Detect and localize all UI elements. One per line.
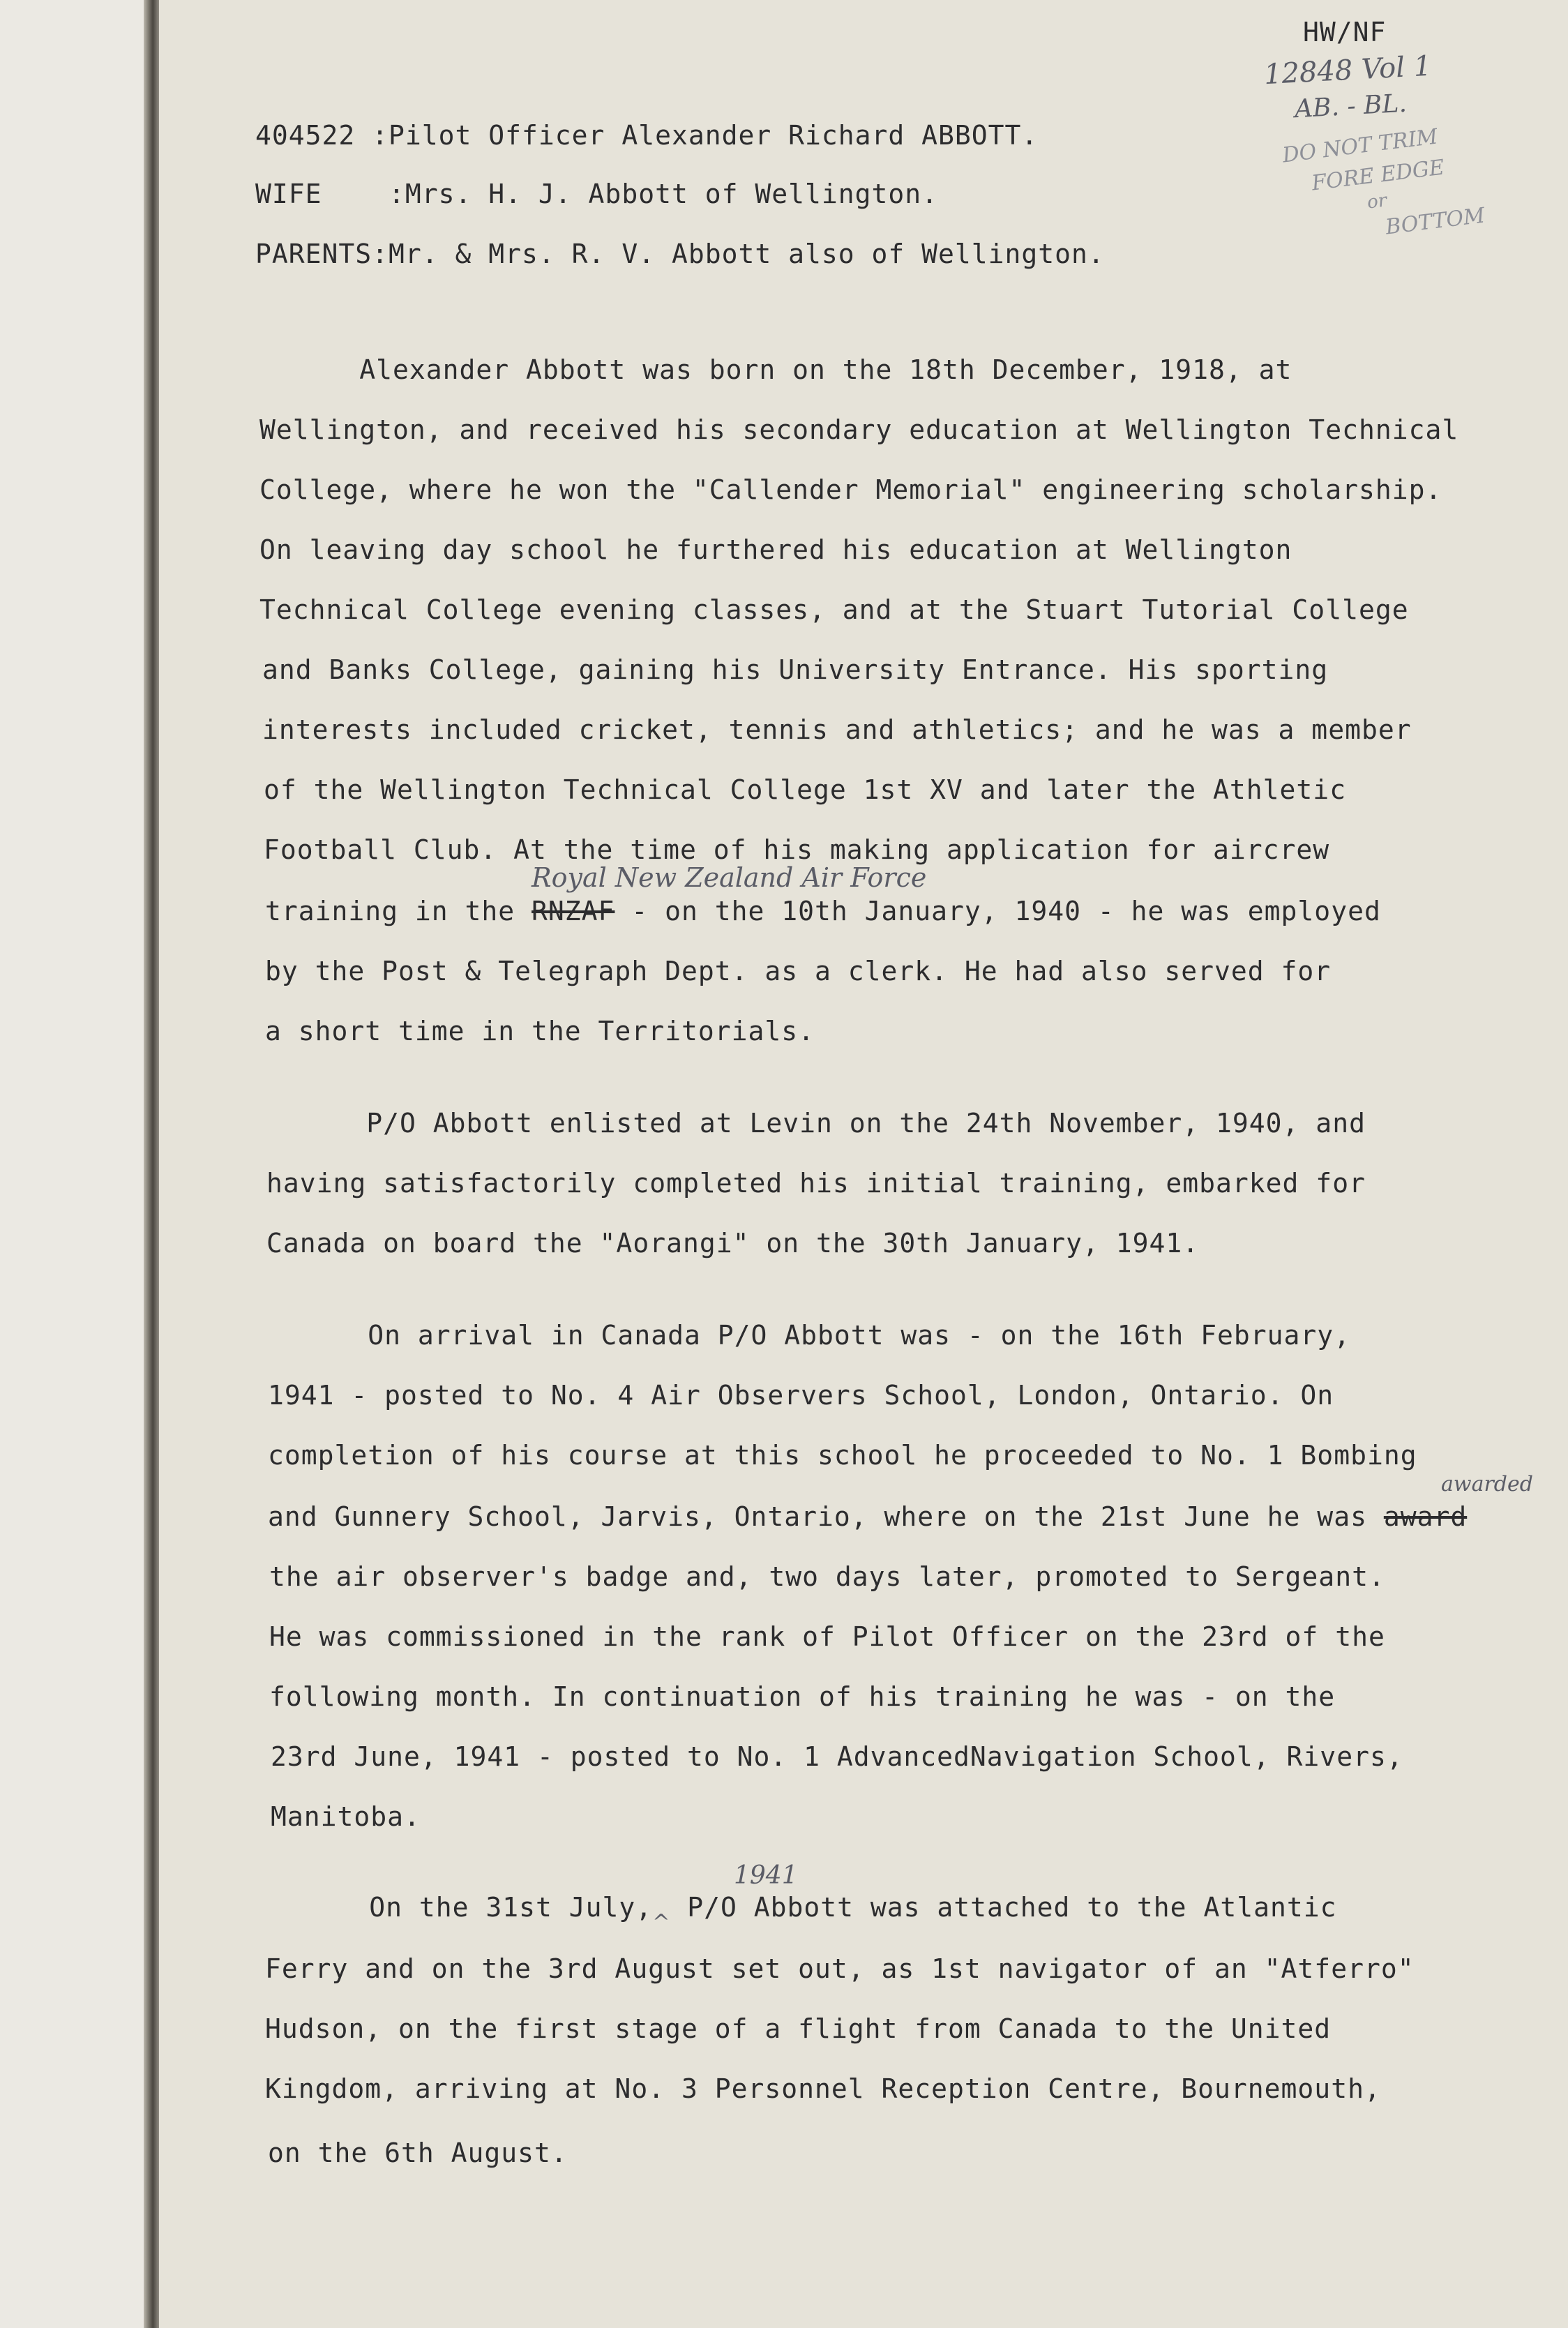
handwritten-trim-note: BOTTOM bbox=[1384, 203, 1486, 240]
body-text: training in the bbox=[265, 896, 532, 926]
body-line: Football Club. At the time of his making application for aircrew bbox=[264, 834, 1330, 865]
header-name-line: 404522 :Pilot Officer Alexander Richard ABBOTT. bbox=[255, 120, 1039, 151]
body-line: He was commissioned in the rank of Pilot Officer on the 23rd of the bbox=[269, 1621, 1385, 1652]
body-text: - on the 10th January, 1940 - he was employed bbox=[615, 896, 1381, 926]
handwritten-file-number: 12848 Vol 1 bbox=[1262, 50, 1433, 91]
body-text: P/O Abbott was attached to the Atlantic bbox=[670, 1892, 1337, 1923]
background-page-margin bbox=[0, 0, 148, 2328]
body-line: interests included cricket, tennis and athletics; and he was a member bbox=[262, 714, 1412, 745]
body-line: having satisfactorily completed his initial training, embarked for bbox=[266, 1168, 1366, 1199]
body-line-with-correction bbox=[265, 896, 1381, 926]
body-line: On leaving day school he furthered his education at Wellington bbox=[259, 534, 1292, 565]
reference-code: HW/NF bbox=[1303, 17, 1387, 47]
handwritten-abbreviation: AB. - BL. bbox=[1294, 89, 1408, 124]
body-line: of the Wellington Technical College 1st XV and later the Athletic bbox=[264, 774, 1347, 805]
body-line: Alexander Abbott was born on the 18th December, 1918, at bbox=[259, 354, 1292, 385]
handwritten-insertion: awarded bbox=[1441, 1472, 1533, 1496]
body-line: P/O Abbott enlisted at Levin on the 24th November, 1940, and bbox=[266, 1108, 1366, 1139]
body-line: a short time in the Territorials. bbox=[265, 1016, 815, 1046]
header-parents-line: PARENTS:Mr. & Mrs. R. V. Abbott also of Wellington. bbox=[255, 239, 1105, 269]
body-line: Technical College evening classes, and at the Stuart Tutorial College bbox=[259, 594, 1409, 625]
body-line: Manitoba. bbox=[271, 1801, 421, 1832]
body-line: Ferry and on the 3rd August set out, as 1st navigator of an "Atferro" bbox=[265, 1953, 1415, 1984]
body-line: 23rd June, 1941 - posted to No. 1 AdvancedNavigation School, Rivers, bbox=[271, 1741, 1403, 1772]
handwritten-trim-note: FORE EDGE bbox=[1310, 155, 1446, 196]
body-line: following month. In continuation of his training he was - on the bbox=[269, 1681, 1336, 1712]
body-line: Hudson, on the first stage of a flight from Canada to the United bbox=[265, 2013, 1332, 2044]
body-line: and Banks College, gaining his University Entrance. His sporting bbox=[262, 654, 1329, 685]
body-line: Kingdom, arriving at No. 3 Personnel Reception Centre, Bournemouth, bbox=[265, 2073, 1381, 2104]
body-line: completion of his course at this school he proceeded to No. 1 Bombing bbox=[268, 1440, 1417, 1471]
struck-text: RNZAF bbox=[532, 896, 615, 926]
header-wife-line: WIFE :Mrs. H. J. Abbott of Wellington. bbox=[255, 179, 938, 209]
body-line: the air observer's badge and, two days later, promoted to Sergeant. bbox=[269, 1561, 1385, 1592]
body-line: On arrival in Canada P/O Abbott was - on the 16th February, bbox=[268, 1320, 1351, 1351]
body-line: 1941 - posted to No. 4 Air Observers School, London, Ontario. On bbox=[268, 1380, 1334, 1411]
handwritten-insertion: 1941 bbox=[734, 1861, 798, 1890]
body-line: Wellington, and received his secondary education at Wellington Technical bbox=[259, 414, 1459, 445]
body-line: on the 6th August. bbox=[268, 2138, 568, 2168]
body-line-with-insertion bbox=[269, 1892, 1337, 1935]
body-line: College, where he won the "Callender Memorial" engineering scholarship. bbox=[259, 474, 1442, 505]
page-edge-shadow bbox=[144, 0, 159, 2328]
body-text: On the 31st July, bbox=[269, 1892, 653, 1923]
handwritten-trim-note: DO NOT TRIM bbox=[1281, 124, 1440, 168]
struck-text: award bbox=[1383, 1501, 1468, 1532]
handwritten-insertion: Royal New Zealand Air Force bbox=[532, 862, 927, 893]
body-line-with-correction bbox=[268, 1501, 1467, 1532]
handwritten-trim-note: or bbox=[1366, 190, 1388, 213]
body-line: by the Post & Telegraph Dept. as a clerk. He had also served for bbox=[265, 956, 1332, 986]
insertion-caret: ^ bbox=[652, 1910, 671, 1935]
body-text: and Gunnery School, Jarvis, Ontario, where on the 21st June he was bbox=[268, 1501, 1384, 1532]
body-line: Canada on board the "Aorangi" on the 30th January, 1941. bbox=[266, 1228, 1200, 1259]
